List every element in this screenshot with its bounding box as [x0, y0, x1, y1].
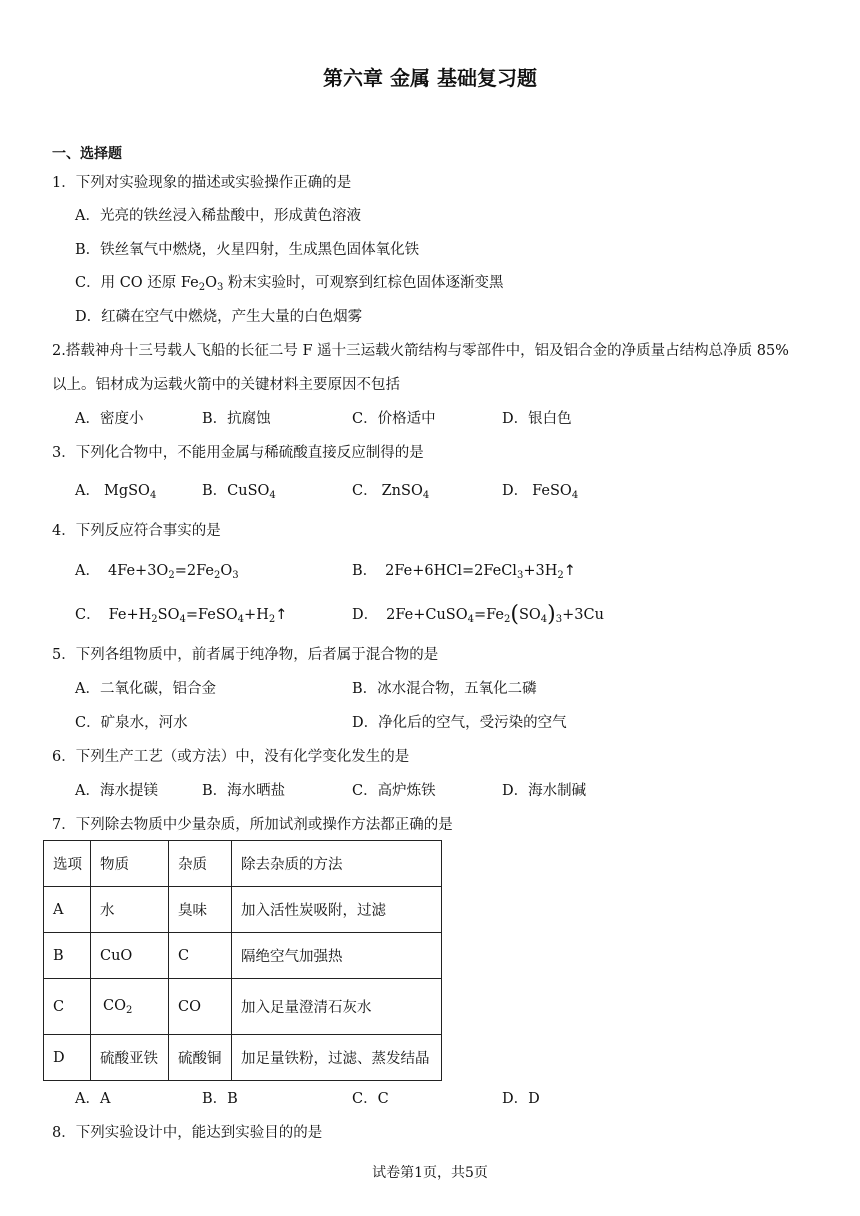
- q1-option-c: C．用 CO 还原 $Fe_2O_3$ 粉末实验时，可观察到红棕色固体逐渐变黑: [75, 275, 504, 293]
- q3-option-d: D． FeSO$_4$: [502, 483, 579, 501]
- table-cell: D: [44, 1035, 91, 1081]
- impurity-removal-table: [43, 840, 442, 1081]
- q4-option-b: B． $2Fe+6HCl=2FeCl_3+3H_2↑$: [352, 563, 576, 581]
- table-cell: 隔绝空气加强热: [232, 933, 442, 979]
- q7-option-d: D．D: [502, 1091, 540, 1107]
- q6-option-a: A．海水提镁: [75, 783, 158, 799]
- table-header-cell: 杂质: [169, 841, 232, 887]
- table-cell: C: [44, 979, 91, 1035]
- q4-option-c: C． $Fe+H_2SO_4=FeSO_4+H_2↑$: [75, 607, 288, 625]
- table-header-cell: 除去杂质的方法: [232, 841, 442, 887]
- question-7-stem: 7．下列除去物质中少量杂质，所加试剂或操作方法都正确的是: [52, 817, 453, 833]
- question-8-stem: 8．下列实验设计中，能达到实验目的的是: [52, 1125, 323, 1141]
- table-cell: 硫酸亚铁: [91, 1035, 169, 1081]
- q5-option-b: B．冰水混合物，五氧化二磷: [352, 681, 537, 697]
- page-footer: 试卷第1页，共5页: [372, 1165, 488, 1181]
- question-3-stem: 3．下列化合物中，不能用金属与稀硫酸直接反应制得的是: [52, 445, 424, 461]
- table-cell: A: [44, 887, 91, 933]
- q7-option-a: A．A: [75, 1091, 111, 1107]
- q3-option-c: C． ZnSO$_4$: [352, 483, 430, 501]
- section-heading: 一、选择题: [52, 146, 122, 162]
- table-row: [44, 887, 442, 933]
- question-6-stem: 6．下列生产工艺（或方法）中，没有化学变化发生的是: [52, 749, 410, 765]
- table-cell: 水: [91, 887, 169, 933]
- q2-option-c: C．价格适中: [352, 411, 436, 427]
- q3-option-a: A． MgSO$_4$: [75, 483, 157, 501]
- q5-option-a: A．二氧化碳，铝合金: [75, 681, 216, 697]
- q5-option-d: D．净化后的空气，受污染的空气: [352, 715, 567, 731]
- q1-option-b: B．铁丝氧气中燃烧，火星四射，生成黑色固体氧化铁: [75, 242, 420, 258]
- q7-option-c: C．C: [352, 1091, 389, 1107]
- q4-option-d: D． $2Fe+CuSO_4=Fe_2(SO_4)_3+3Cu$: [352, 602, 604, 627]
- table-cell: B: [44, 933, 91, 979]
- table-row: [44, 979, 442, 1035]
- table-cell: CuO: [91, 933, 169, 979]
- q5-option-c: C．矿泉水，河水: [75, 715, 188, 731]
- question-4-stem: 4．下列反应符合事实的是: [52, 523, 221, 539]
- question-5-stem: 5．下列各组物质中，前者属于纯净物，后者属于混合物的是: [52, 647, 439, 663]
- table-row: [44, 933, 442, 979]
- table-row: [44, 1035, 442, 1081]
- table-cell: C: [169, 933, 232, 979]
- q1-option-d: D．红磷在空气中燃烧，产生大量的白色烟雾: [75, 309, 363, 325]
- q6-option-b: B．海水晒盐: [202, 783, 286, 799]
- table-cell: 加入活性炭吸附，过滤: [232, 887, 442, 933]
- q2-option-a: A．密度小: [75, 411, 144, 427]
- q2-option-b: B．抗腐蚀: [202, 411, 271, 427]
- q2-option-d: D．银白色: [502, 411, 572, 427]
- q4-option-a: A． $4Fe+3O_2=2Fe_2O_3$: [75, 563, 239, 581]
- table-header-cell: 选项: [44, 841, 91, 887]
- q6-option-c: C．高炉炼铁: [352, 783, 436, 799]
- table-cell: CO: [169, 979, 232, 1035]
- q1-option-a: A．光亮的铁丝浸入稀盐酸中，形成黄色溶液: [75, 208, 361, 224]
- question-2-stem-line1: 2.搭载神舟十三号载人飞船的长征二号 F 遥十三运载火箭结构与零部件中，铝及铝合金的净质量占结构总净质 85%: [52, 343, 789, 359]
- table-cell: 硫酸铜: [169, 1035, 232, 1081]
- table-cell: $CO_2$: [91, 979, 169, 1035]
- q3-option-b: B．CuSO$_4$: [202, 483, 276, 501]
- q6-option-d: D．海水制碱: [502, 783, 587, 799]
- table-header-row: [44, 841, 442, 887]
- page-title: 第六章 金属 基础复习题: [323, 66, 537, 90]
- q7-option-b: B．B: [202, 1091, 238, 1107]
- table-cell: 臭味: [169, 887, 232, 933]
- table-cell: 加足量铁粉，过滤、蒸发结晶: [232, 1035, 442, 1081]
- question-1-stem: 1．下列对实验现象的描述或实验操作正确的是: [52, 175, 352, 191]
- table-header-cell: 物质: [91, 841, 169, 887]
- table-cell: 加入足量澄清石灰水: [232, 979, 442, 1035]
- question-2-stem-line2: 以上。铝材成为运载火箭中的关键材料主要原因不包括: [52, 377, 400, 393]
